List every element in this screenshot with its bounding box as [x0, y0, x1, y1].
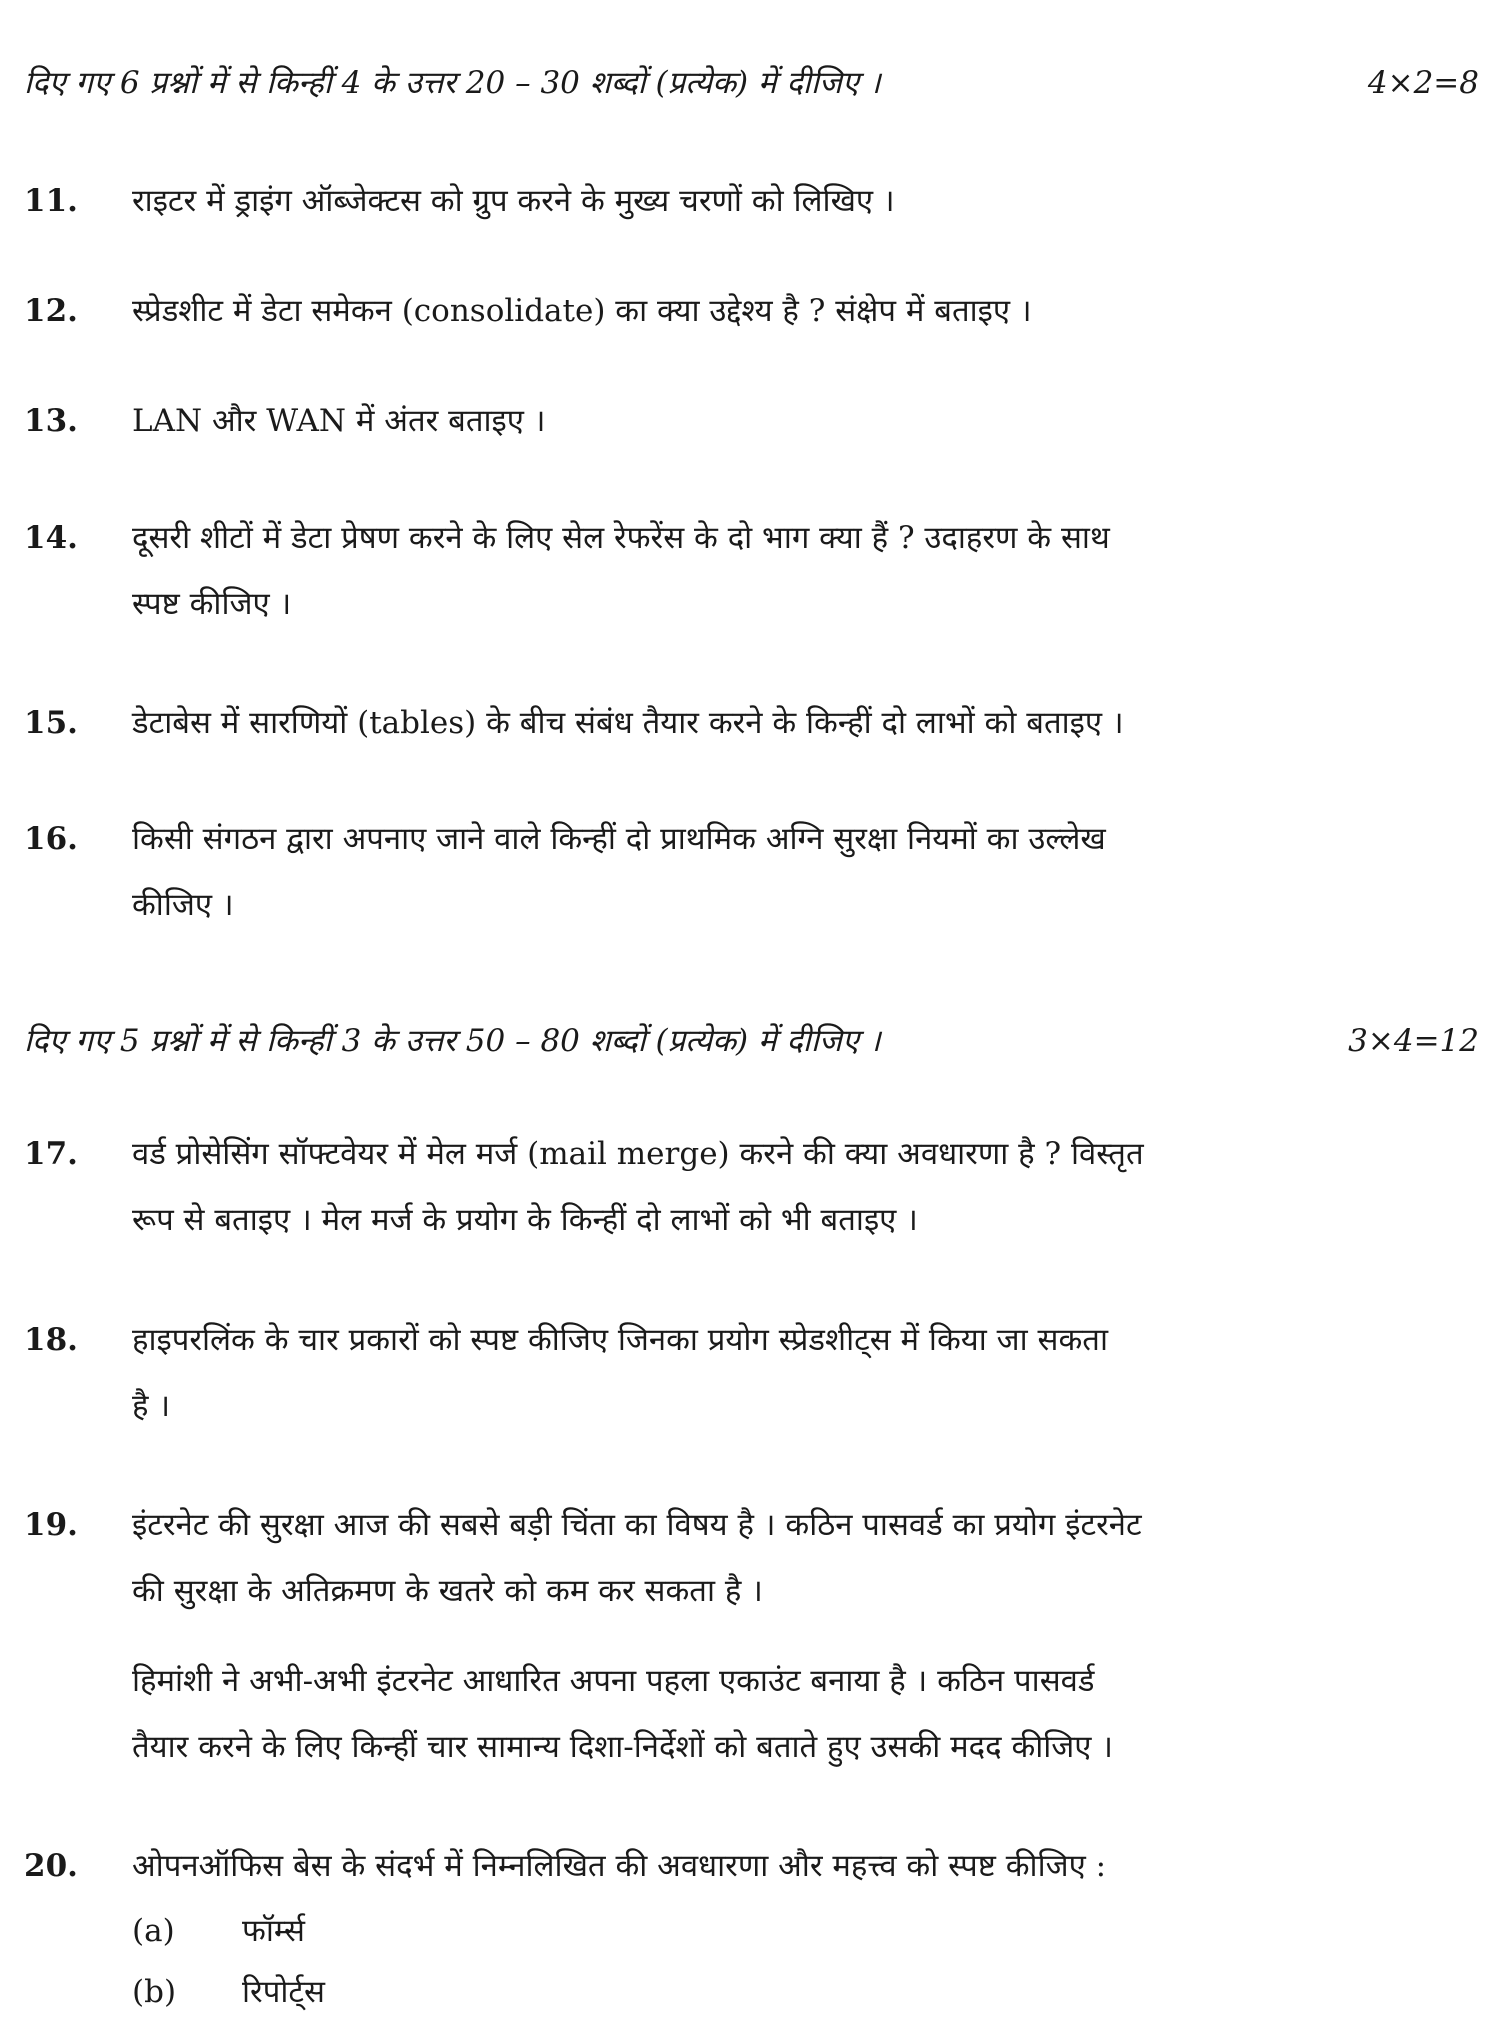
question-text: वर्ड प्रोसेसिंग सॉफ्टवेयर में मेल मर्ज (mail merge) करने की क्या अवधारणा है ? विस्तृत रूप से बताइए । मेल मर्ज के प्रयोग के किन्हीं दो लाभों को भी बताइए । — [132, 1136, 1144, 1238]
question-text: किसी संगठन द्वारा अपनाए जाने वाले किन्हीं दो प्राथमिक अग्नि सुरक्षा नियमों का उल्लेख कीजिए । — [132, 821, 1106, 923]
question-number: 17. — [24, 1136, 78, 1172]
question-number: 16. — [24, 821, 78, 857]
section-b-marks: 3×4=12 — [1348, 1023, 1479, 1059]
question-text: दूसरी शीटों में डेटा प्रेषण करने के लिए सेल रेफरेंस के दो भाग क्या हैं ? उदाहरण के साथ स्पष्ट कीजिए । — [132, 520, 1110, 622]
section-a-marks: 4×2=8 — [1367, 65, 1479, 101]
section-b-instruction: दिए गए 5 प्रश्नों में से किन्हीं 3 के उत्तर 50 – 80 शब्दों (प्रत्येक) में दीजिए । — [24, 1023, 881, 1059]
question-number: 19. — [24, 1507, 78, 1543]
question-number: 13. — [24, 403, 78, 439]
part-label: (a) — [132, 1913, 175, 1949]
question-text: इंटरनेट की सुरक्षा आज की सबसे बड़ी चिंता का विषय है । कठिन पासवर्ड का प्रयोग इंटरनेट की सुरक्षा के अतिक्रमण के खतरे को कम कर सकता है । — [132, 1507, 1142, 1609]
question-text: डेटाबेस में सारणियों (tables) के बीच संबंध तैयार करने के किन्हीं दो लाभों को बताइए । — [132, 705, 1124, 741]
part-text: रिपोर्ट्स — [242, 1974, 325, 2010]
question-number: 14. — [24, 520, 78, 556]
part-label: (b) — [132, 1974, 177, 2010]
question-number: 15. — [24, 705, 78, 741]
question-number: 20. — [24, 1848, 78, 1884]
question-text: ओपनऑफिस बेस के संदर्भ में निम्नलिखित की अवधारणा और महत्त्व को स्पष्ट कीजिए : — [132, 1848, 1107, 1884]
part-text: फॉर्म्स — [242, 1913, 305, 1949]
question-text: LAN और WAN में अंतर बताइए । — [132, 403, 546, 439]
question-text: हिमांशी ने अभी-अभी इंटरनेट आधारित अपना पहला एकाउंट बनाया है । कठिन पासवर्ड तैयार करने के लिए किन्हीं चार सामान्य दिशा-निर्देशों को बताते हुए उसकी मदद कीजिए । — [132, 1663, 1114, 1765]
question-number: 12. — [24, 293, 78, 329]
question-text: स्प्रेडशीट में डेटा समेकन (consolidate) का क्या उद्देश्य है ? संक्षेप में बताइए । — [132, 293, 1032, 329]
question-number: 18. — [24, 1322, 78, 1358]
question-text: हाइपरलिंक के चार प्रकारों को स्पष्ट कीजिए जिनका प्रयोग स्प्रेडशीट्स में किया जा सकता है । — [132, 1322, 1108, 1424]
question-number: 11. — [24, 183, 78, 219]
section-a-instruction: दिए गए 6 प्रश्नों में से किन्हीं 4 के उत्तर 20 – 30 शब्दों (प्रत्येक) में दीजिए । — [24, 65, 881, 101]
question-text: राइटर में ड्राइंग ऑब्जेक्टस को ग्रुप करने के मुख्य चरणों को लिखिए । — [132, 183, 895, 219]
